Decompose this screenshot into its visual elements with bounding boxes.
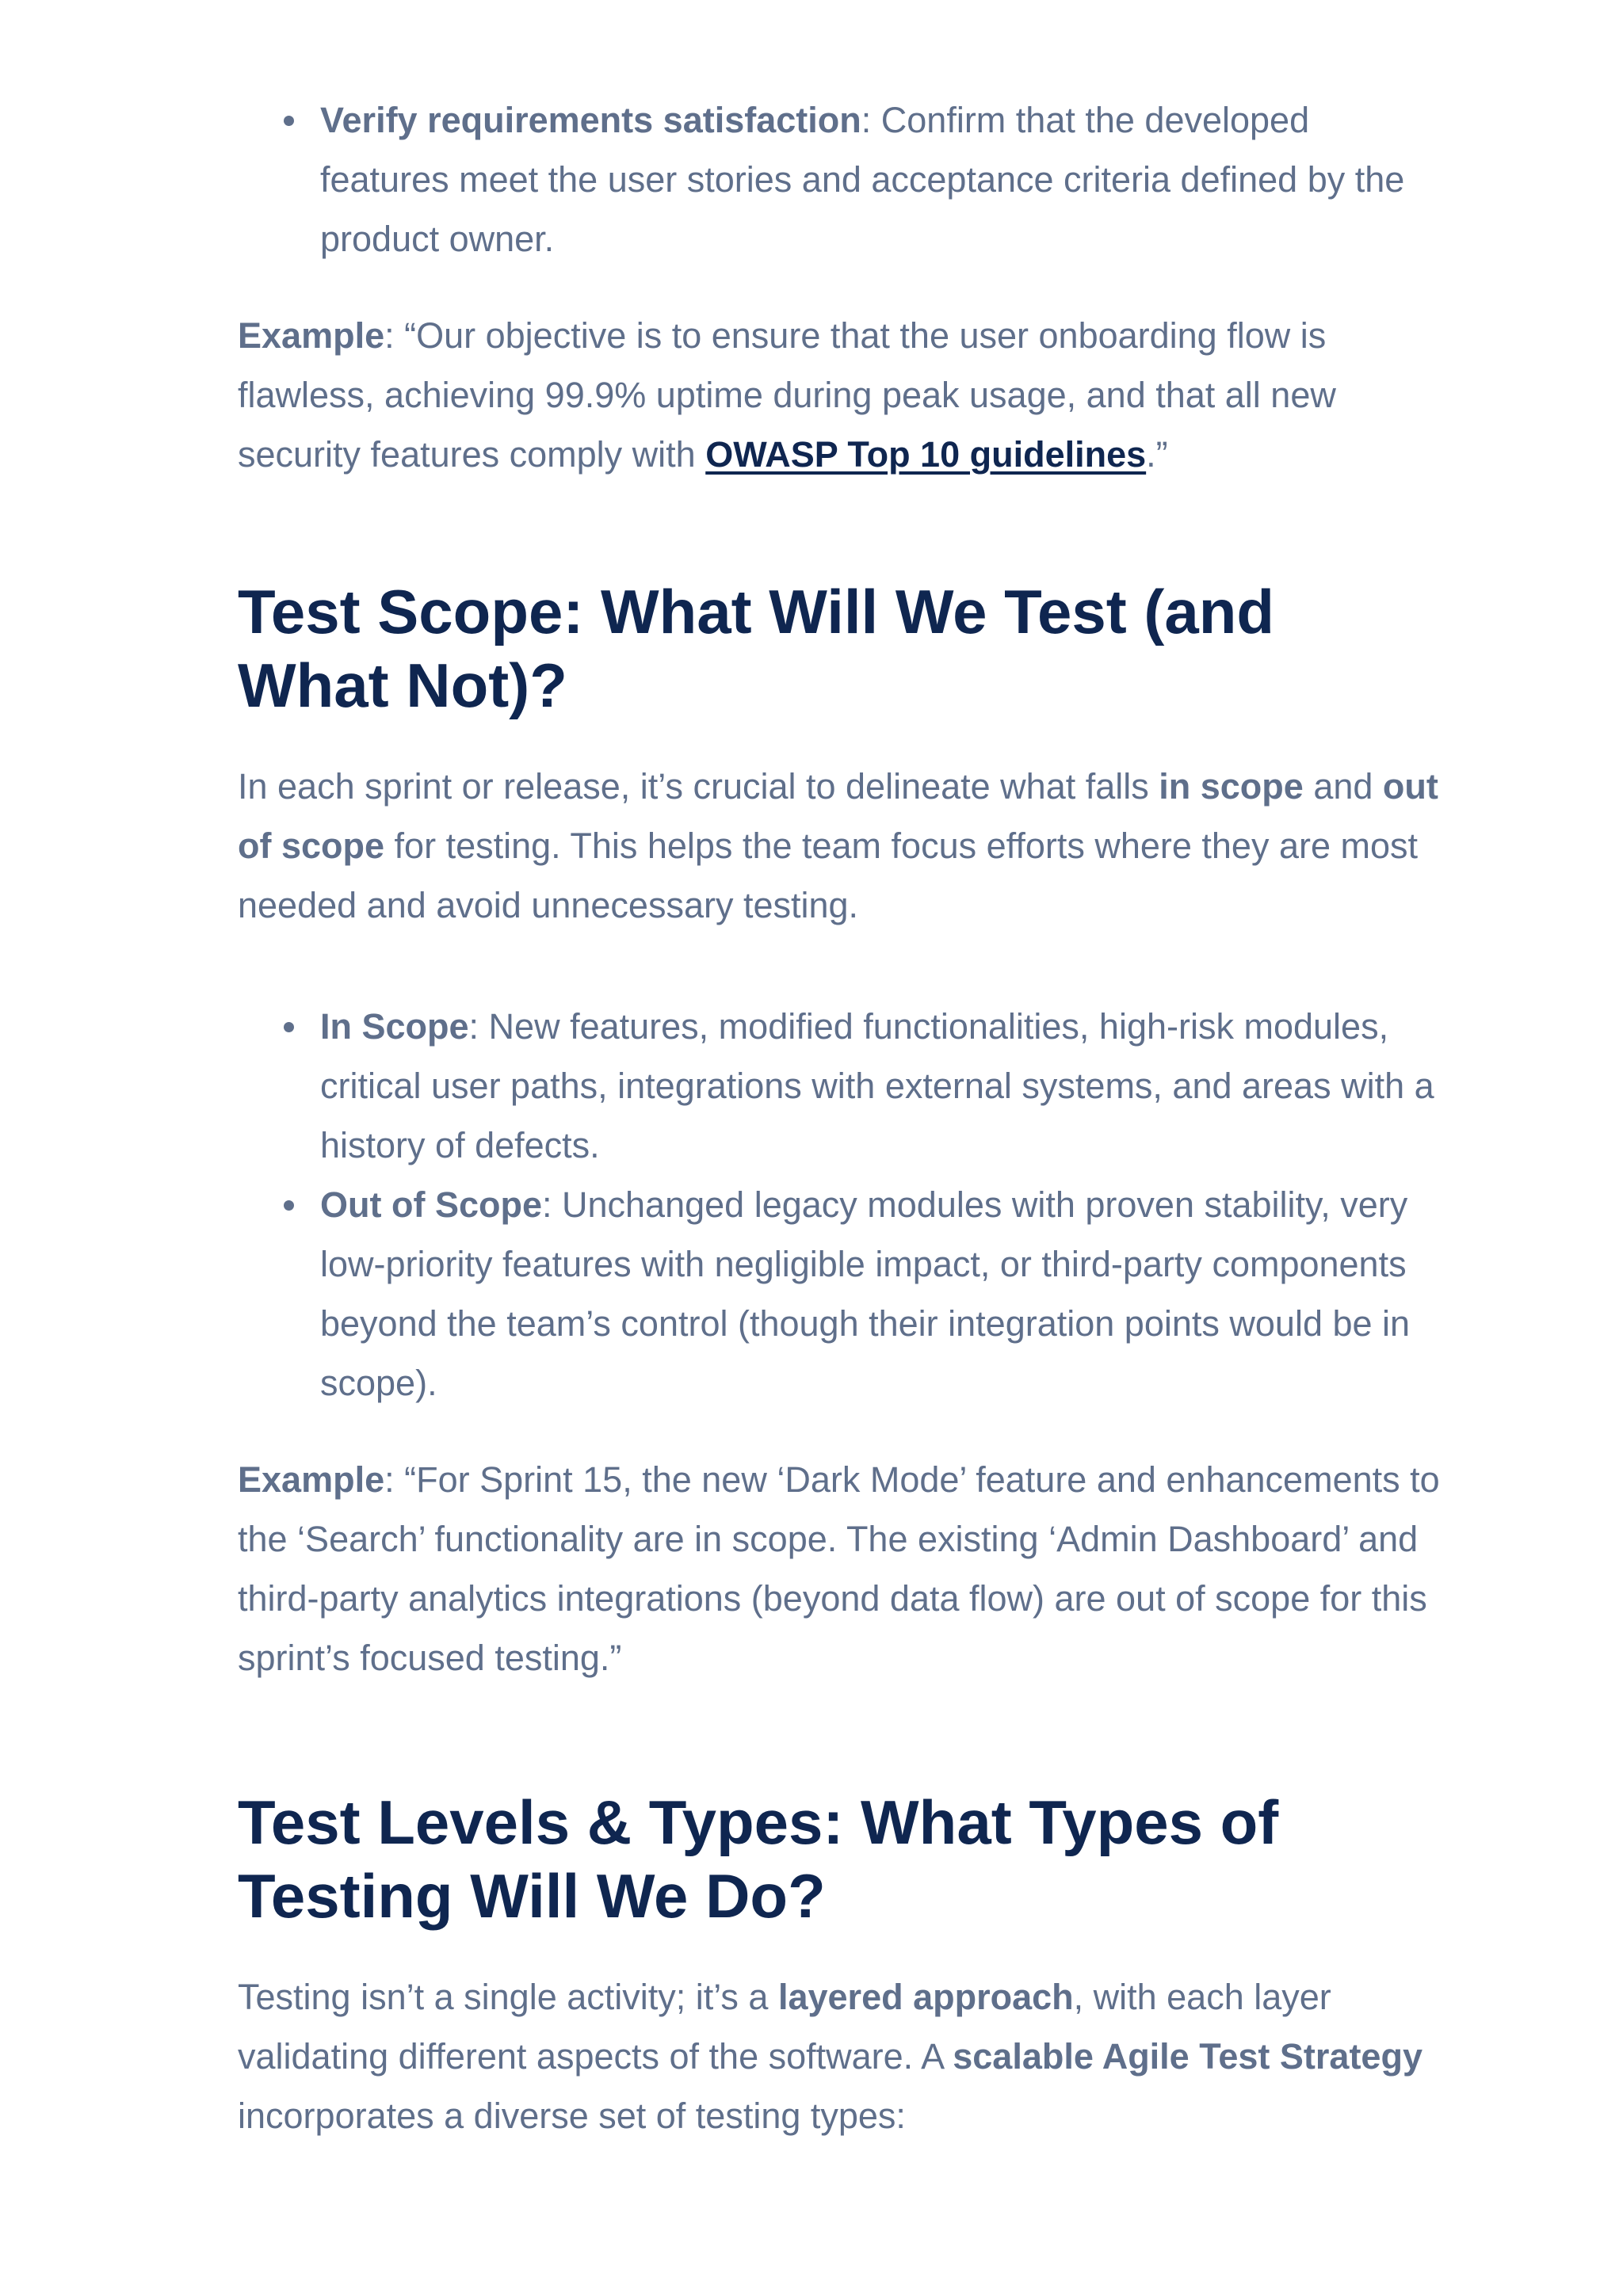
levels-intro-paragraph [238,1967,1442,2145]
example-text: : “For Sprint 15, the new ‘Dark Mode’ feature and enhancements to the ‘Search’ functionality are in scope. The existing ‘Admin Dashboard’ and third-party analytics integrations (beyond data flow) are out of scope for this sprint’s focused testing.” [238,1459,1440,1678]
intro-text: Testing isn’t a single activity; it’s a [238,1977,778,2017]
intro-bold-out-of-scope: out of scope [238,766,1438,866]
section-heading-scope: Test Scope: What Will We Test (and What Not)? [238,577,1275,720]
list-item-text: : New features, modified functionalities, high-risk modules, critical user paths, integrations with external systems, and areas with a history of defects. [320,1006,1434,1165]
example-text: : “Our objective is to ensure that the user onboarding flow is flawless, achieving 99.9% uptime during peak usage, and that all new security features comply with [238,315,1336,475]
owasp-link[interactable]: OWASP Top 10 guidelines [705,434,1147,475]
section-heading-levels: Test Levels & Types: What Types of Testing Will We Do? [238,1787,1279,1931]
article-body [238,90,1442,2145]
list-item-text: : Unchanged legacy modules with proven stability, very low-priority features with negligible impact, or third-party components beyond the team’s control (though their integration points would be in scope). [320,1184,1411,1403]
intro-text: , with each layer validating different aspects of the software. A [238,1977,1331,2077]
list-item [320,1175,1442,1413]
list-item-term: Out of Scope [320,1184,542,1225]
bullet-icon [284,1022,294,1032]
example-label: Example [238,1459,385,1500]
bullet-icon [284,116,294,126]
example-label: Example [238,315,385,356]
scope-list [238,997,1442,1413]
list-item-term: Verify requirements satisfaction [320,100,861,140]
list-item-term: In Scope [320,1006,469,1047]
intro-text: In each sprint or release, it’s crucial to delineate what falls [238,766,1159,807]
example-text-end: .” [1146,434,1168,475]
intro-text: for testing. This helps the team focus efforts where they are most needed and avoid unnecessary testing. [238,826,1419,925]
intro-bold-in-scope: in scope [1159,766,1304,807]
scope-intro-paragraph [238,757,1442,935]
list-item-text: : Confirm that the developed features meet the user stories and acceptance criteria defined by the product owner. [320,100,1405,259]
list-item [320,90,1442,269]
intro-text: and [1303,766,1383,807]
intro-text: incorporates a diverse set of testing types: [238,2096,906,2136]
list-item [320,997,1442,1175]
scope-example-paragraph [238,1450,1442,1688]
intro-bold-layered: layered approach [777,1977,1074,2017]
bullet-icon [284,1200,294,1211]
requirements-list [238,90,1442,269]
intro-bold-strategy: scalable Agile Test Strategy [953,2036,1423,2077]
example-paragraph [238,306,1442,484]
